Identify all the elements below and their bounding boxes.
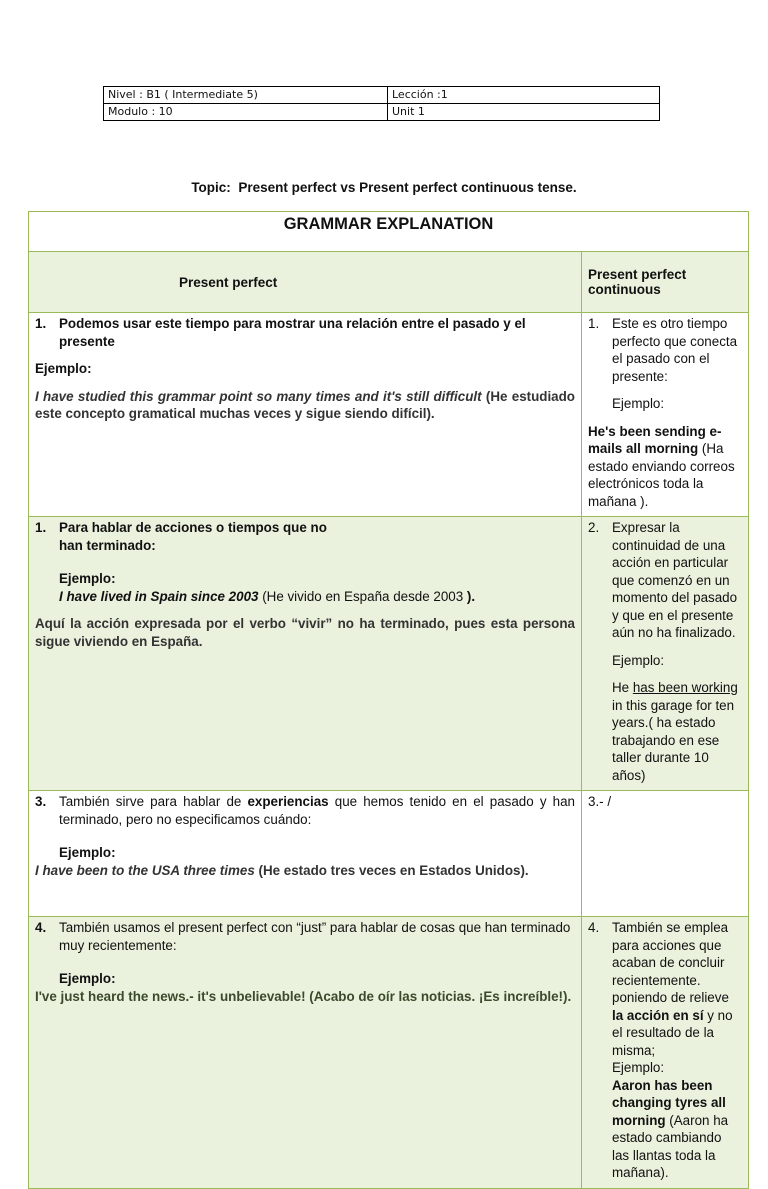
row1-right-ejemplo: Ejemplo: bbox=[612, 396, 665, 411]
topic-line bbox=[0, 180, 768, 195]
row1-left-num: 1. bbox=[35, 316, 47, 331]
row1-left-heading: Podemos usar este tiempo para mostrar una relación entre el pasado y el presente bbox=[59, 316, 526, 349]
row4-right-example-es: (Aaron ha estado cambiando las llantas toda la mañana). bbox=[612, 1112, 729, 1180]
row4-left-cell bbox=[29, 917, 582, 1189]
lesson-info-table bbox=[103, 86, 660, 121]
row2-right-num: 2. bbox=[588, 520, 600, 535]
column-header-present-perfect-continuous: Present perfect continuous bbox=[582, 252, 749, 313]
row2-right-ejemplo: Ejemplo: bbox=[612, 652, 665, 668]
column-header-present-perfect: Present perfect bbox=[29, 252, 582, 313]
row2-right-ex-pre: He bbox=[612, 680, 633, 695]
row3-right-cell bbox=[582, 791, 749, 917]
topic-label: Topic: bbox=[191, 180, 231, 195]
row3-left-text-bold: experiencias bbox=[247, 794, 329, 809]
row2-right-ex-underlined: has been working bbox=[632, 680, 738, 695]
row1-right-cell bbox=[582, 313, 749, 517]
row2-right-cell bbox=[582, 517, 749, 791]
table-row bbox=[29, 917, 749, 1189]
row1-right-num: 1. bbox=[588, 316, 600, 331]
table-row bbox=[29, 313, 749, 517]
row4-right-text-post: y no el resultado de la misma; bbox=[612, 1007, 733, 1058]
row1-right-example-es: (Ha estado enviando correos electrónicos toda la mañana ). bbox=[588, 441, 735, 509]
row4-right-num: 4. bbox=[588, 920, 600, 935]
grammar-table bbox=[28, 211, 749, 1189]
row4-left-ejemplo: Ejemplo: bbox=[59, 971, 116, 986]
row1-right-example-en: He's been sending e-mails all morning bbox=[588, 423, 722, 456]
row3-left-num: 3. bbox=[35, 794, 47, 809]
row1-left-ejemplo: Ejemplo: bbox=[35, 361, 92, 376]
row3-right-text: 3.- / bbox=[588, 794, 612, 809]
row4-right-ejemplo: Ejemplo: bbox=[612, 1060, 665, 1075]
modulo-cell: Modulo : 10 bbox=[104, 104, 388, 121]
row4-left-text: También usamos el present perfect con “just” para hablar de cosas que han terminado muy recientemente: bbox=[59, 920, 571, 953]
row2-left-example-es: (He vivido en España desde 2003 bbox=[258, 588, 467, 604]
nivel-cell: Nivel : B1 ( Intermediate 5) bbox=[104, 87, 388, 104]
topic-text: Present perfect vs Present perfect continuous tense. bbox=[238, 180, 577, 195]
table-row bbox=[29, 517, 749, 791]
row3-left-cell bbox=[29, 791, 582, 917]
row4-left-example: I've just heard the news.- it's unbelievable! (Acabo de oír las noticias. ¡Es increíble!). bbox=[35, 988, 572, 1004]
row3-left-text-post: que hemos tenido en el pasado y han terminado, pero no especificamos cuándo: bbox=[59, 794, 575, 827]
row2-left-example-en: I have lived in Spain since 2003 bbox=[59, 588, 259, 604]
row2-left-heading-2: han terminado: bbox=[59, 537, 156, 553]
table-row bbox=[29, 791, 749, 917]
row2-right-text: Expresar la continuidad de una acción en particular que comenzó en un momento del pasado y que en el presente aún no ha finalizado. bbox=[612, 520, 738, 640]
row4-right-text-pre: También se emplea para acciones que acaban de concluir recientemente. poniendo de relieve bbox=[612, 920, 729, 1005]
row3-left-example-en: I have been to the USA three times bbox=[35, 862, 255, 878]
row3-left-text-pre: También sirve para hablar de bbox=[59, 794, 248, 809]
unit-cell: Unit 1 bbox=[388, 104, 660, 121]
row2-left-num: 1. bbox=[35, 520, 47, 535]
row2-left-heading-1: Para hablar de acciones o tiempos que no bbox=[59, 520, 327, 535]
row1-left-example-es: (He estudiado este concepto gramatical muchas veces y sigue siendo difícil). bbox=[35, 388, 575, 421]
row4-right-text-bold: la acción en sí bbox=[612, 1007, 704, 1023]
row2-left-cell bbox=[29, 517, 582, 791]
row4-left-num: 4. bbox=[35, 920, 47, 935]
row1-right-text: Este es otro tiempo perfecto que conecta el pasado con el presente: bbox=[612, 316, 738, 384]
row1-left-example-en: I have studied this grammar point so many times and it's still difficult bbox=[35, 388, 482, 404]
row2-left-ejemplo: Ejemplo: bbox=[59, 571, 116, 586]
row3-left-ejemplo: Ejemplo: bbox=[59, 845, 116, 860]
row4-right-cell bbox=[582, 917, 749, 1189]
grammar-title: GRAMMAR EXPLANATION bbox=[29, 212, 749, 252]
row4-right-example-en: Aaron has been changing tyres all morning bbox=[612, 1077, 726, 1128]
row2-left-note: Aquí la acción expresada por el verbo “vivir” no ha terminado, pues esta persona sigue viviendo en España. bbox=[35, 616, 575, 649]
leccion-cell: Lección :1 bbox=[388, 87, 660, 104]
row2-left-example-close: ). bbox=[466, 588, 476, 604]
row3-left-example-es: (He estado tres veces en Estados Unidos). bbox=[254, 862, 529, 878]
row2-right-ex-post: in this garage for ten years.( ha estado trabajando en ese taller durante 10 años) bbox=[612, 697, 735, 783]
row1-left-cell bbox=[29, 313, 582, 517]
